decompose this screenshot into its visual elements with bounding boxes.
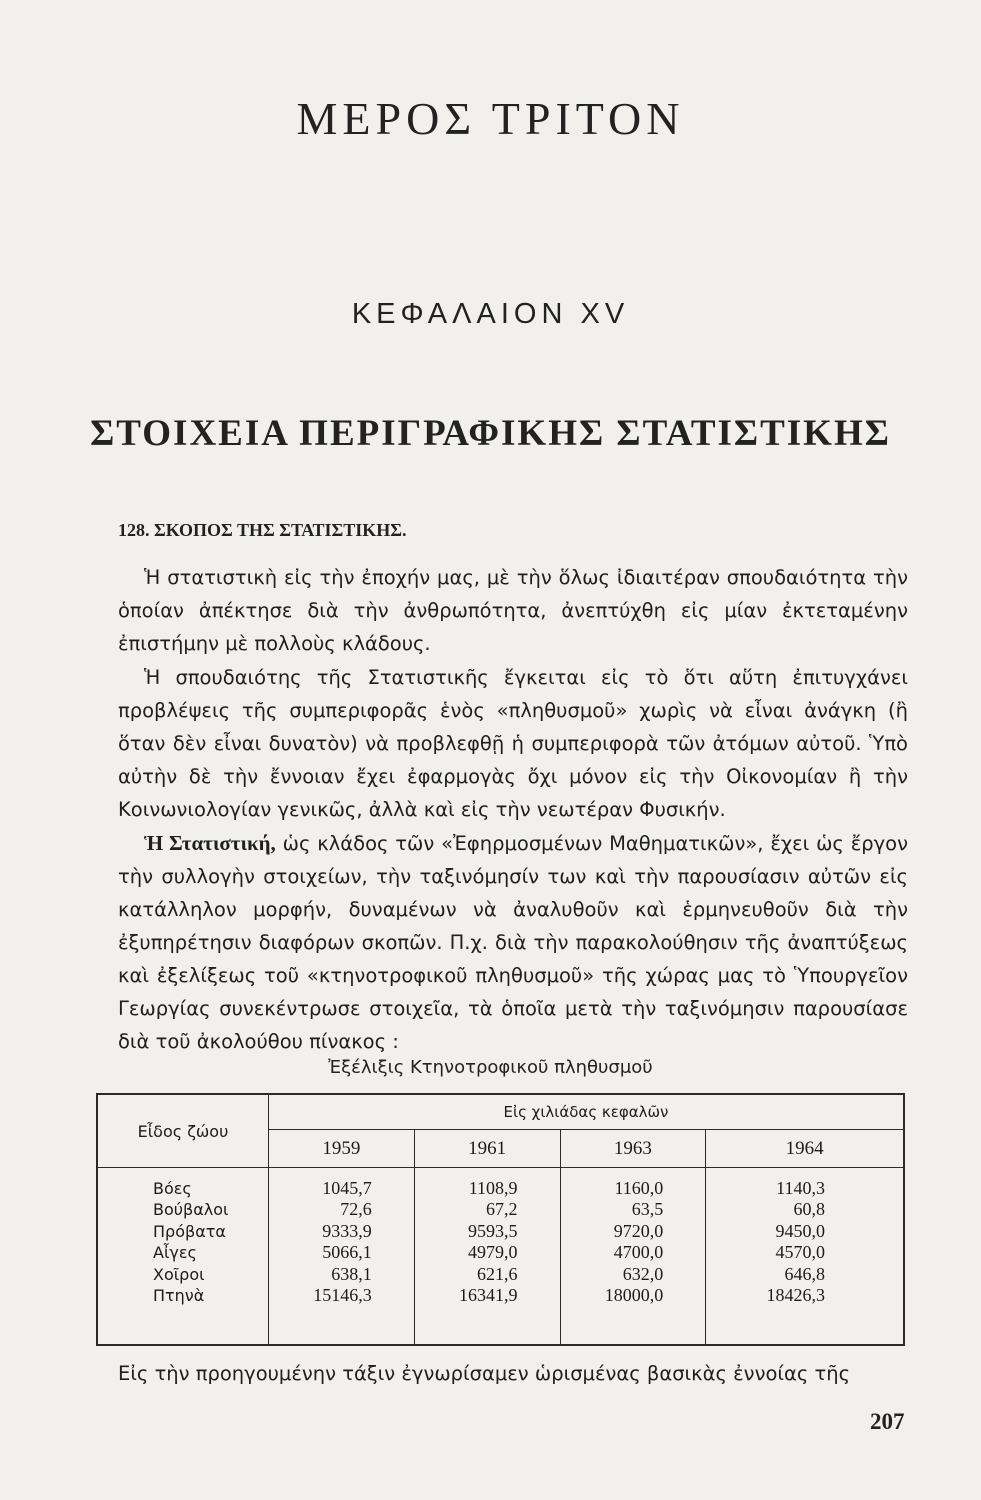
- table-cell: 1108,9: [468, 1178, 518, 1198]
- chapter-heading: ΚΕΦΑΛΑΙΟΝ XV: [351, 298, 630, 330]
- section-title: ΣΤΟΙΧΕΙΑ ΠΕΡΙΓΡΑΦΙΚΗΣ ΣΤΑΤΙΣΤΙΚΗΣ: [90, 413, 891, 454]
- paragraph-3-lead: Ἡ Στατιστική,: [144, 831, 276, 855]
- kind-label: Πτηνὰ: [153, 1285, 205, 1305]
- kind-label: Αἶγες: [153, 1243, 197, 1263]
- unit-header: Εἰς χιλιάδας κεφαλῶν: [269, 1094, 905, 1130]
- table-cell: 5066,1: [322, 1242, 372, 1263]
- table-cell: 9720,0: [613, 1220, 664, 1241]
- table-cell: 1160,0: [614, 1178, 664, 1198]
- paragraph-3: [118, 827, 908, 1058]
- paragraph-2: [118, 661, 908, 826]
- table-cell: 72,6: [340, 1199, 372, 1220]
- year-1959-column: [269, 1168, 415, 1346]
- part-title: ΜΕΡΟΣ ΤΡΙΤΟΝ: [296, 93, 685, 144]
- table-cell: 4700,0: [613, 1242, 664, 1263]
- table-cell: 1045,7: [322, 1178, 372, 1198]
- table-cell: 9593,5: [468, 1220, 518, 1241]
- table-cell: 621,6: [477, 1263, 518, 1284]
- year-1964-column: [706, 1168, 904, 1346]
- year-1963-column: [560, 1168, 706, 1346]
- table-cell: 1140,3: [776, 1178, 825, 1198]
- table-cell: 16341,9: [459, 1284, 518, 1305]
- year-header: 1963: [560, 1130, 706, 1168]
- table-cell: 9450,0: [775, 1220, 825, 1241]
- page-number: 207: [870, 1409, 905, 1434]
- table-title: Ἐξέλιξις Κτηνοτροφικοῦ πληθυσμοῦ: [328, 1057, 653, 1078]
- table-cell: 646,8: [784, 1263, 825, 1284]
- year-1961-column: [414, 1168, 560, 1346]
- table-cell: 18000,0: [604, 1284, 664, 1305]
- table-cell: 4979,0: [468, 1242, 518, 1263]
- kind-label: Χοῖροι: [153, 1264, 205, 1284]
- table-cell: 67,2: [486, 1199, 518, 1220]
- table-cell: 60,8: [793, 1199, 825, 1220]
- year-header: 1964: [706, 1130, 904, 1168]
- kind-column-header: Εἶδος ζώου: [97, 1094, 269, 1168]
- kind-label: Βούβαλοι: [153, 1200, 229, 1220]
- paragraph-1-text: Ἡ στατιστικὴ εἰς τὴν ἐποχήν μας, μὲ τὴν ὅλως ἰδιαιτέραν σπουδαιότητα τὴν ὁποίαν ἀπέκτησε διὰ τὴν ἀνθρωπότητα, ἀνεπτύχθη εἰς μίαν ἐκτεταμένην ἐπιστήμην μὲ πολλοὺς κλάδους.: [118, 566, 908, 655]
- table-cell: 632,0: [622, 1263, 664, 1284]
- table-cell: 9333,9: [322, 1220, 372, 1241]
- paragraph-3-text: ὡς κλάδος τῶν «Ἐφηρμοσμένων Μαθηματικῶν», ἔχει ὡς ἔργον τὴν συλλογὴν στοιχείων, τὴν ταξινόμησίν των καὶ τὴν παρουσίασιν αὐτῶν εἰς κατάλληλον μορφήν, δυναμένων νὰ ἀναλυθοῦν καὶ ἑρμηνευθοῦν διὰ τὴν ἐξυπηρέτησιν διαφόρων σκοπῶν. Π.χ. διὰ τὴν παρακολούθησιν τῆς ἀναπτύξεως καὶ ἐξελίξεως τοῦ «κτηνοτροφικοῦ πληθυσμοῦ» τῆς χώρας μας τὸ Ὑπουργεῖον Γεωργίας συνεκέντρωσε στοιχεῖα, τὰ ὁποῖα μετὰ τὴν ταξινόμησιν παρουσίασε διὰ τοῦ ἀκολούθου πίνακος :: [118, 832, 908, 1053]
- table-cell: 15146,3: [313, 1284, 372, 1305]
- kind-label: Βόες: [153, 1179, 192, 1198]
- paragraph-1: [118, 561, 908, 660]
- table-cell: 18426,3: [766, 1284, 825, 1305]
- year-header: 1959: [269, 1130, 415, 1168]
- table-cell: 63,5: [631, 1199, 664, 1220]
- year-header: 1961: [414, 1130, 560, 1168]
- subsection-heading: 128. ΣΚΟΠΟΣ ΤΗΣ ΣΤΑΤΙΣΤΙΚΗΣ.: [118, 520, 407, 540]
- livestock-table: [96, 1093, 905, 1346]
- kind-column: [97, 1168, 269, 1346]
- kind-label: Πρόβατα: [153, 1221, 226, 1241]
- table-cell: 638,1: [331, 1263, 372, 1284]
- paragraph-2-text: Ἡ σπουδαιότης τῆς Στατιστικῆς ἔγκειται εἰς τὸ ὅτι αὕτη ἐπιτυγχάνει προβλέψεις τῆς συμπεριφορᾶς ἑνὸς «πληθυσμοῦ» χωρὶς νὰ εἶναι ἀνάγκη (ἢ ὅταν δὲν εἶναι δυνατὸν) νὰ προβλεφθῇ ἡ συμπεριφορὰ τῶν ἀτόμων αὐτοῦ. Ὑπὸ αὐτὴν δὲ τὴν ἔννοιαν ἔχει ἐφαρμογὰς ὄχι μόνον εἰς τὴν Οἰκονομίαν ἢ τὴν Κοινωνιολογίαν γενικῶς, ἀλλὰ καὶ εἰς τὴν νεωτέραν Φυσικήν.: [118, 666, 908, 821]
- closing-line: Εἰς τὴν προηγουμένην τάξιν ἐγνωρίσαμεν ὡρισμένας βασικὰς ἐννοίας τῆς: [118, 1362, 851, 1385]
- table-cell: 4570,0: [775, 1242, 825, 1263]
